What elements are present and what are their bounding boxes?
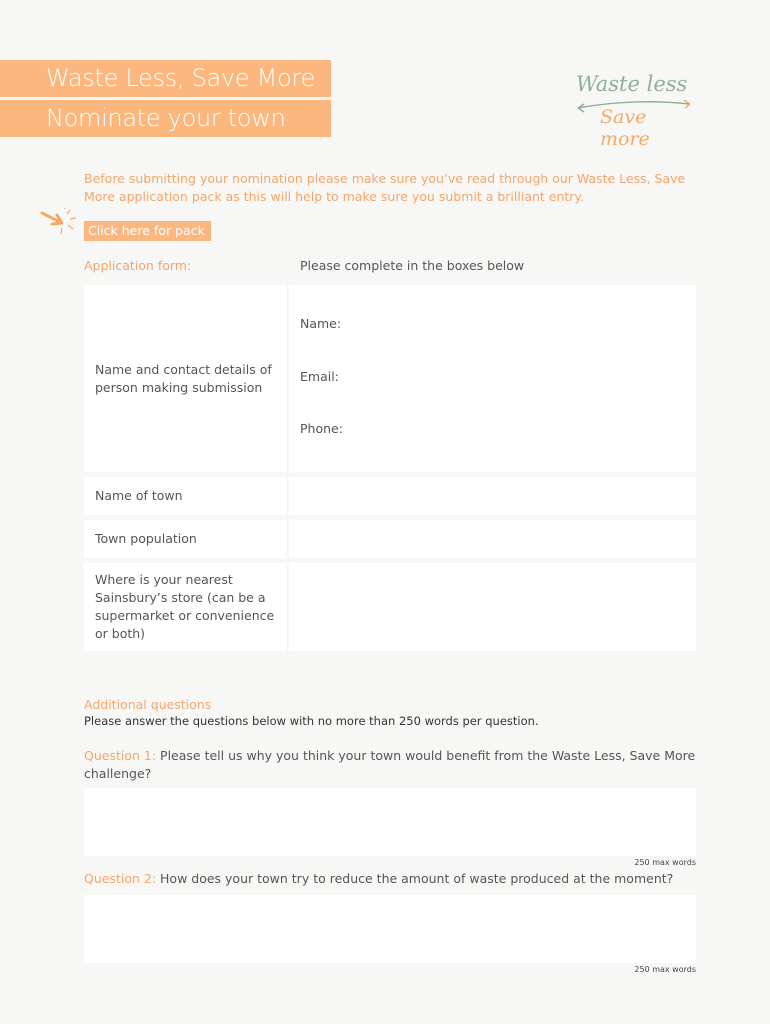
application-form-label: Application form: [84, 258, 192, 273]
waste-less-logo [572, 68, 702, 150]
question-1-text: Please tell us why you think your town would benefit from the Waste Less, Save More challenge? [84, 748, 696, 781]
question-1-number: Question 1: [84, 748, 157, 763]
town-name-label-cell [84, 477, 286, 515]
application-form-instruction: Please complete in the boxes below [300, 258, 525, 273]
contact-details-label-cell [84, 285, 286, 472]
additional-questions-note: Please answer the questions below with no more than 250 words per question. [84, 714, 539, 728]
pointing-arrow-icon [40, 208, 80, 236]
phone-field-label: Phone: [300, 421, 343, 436]
additional-questions-heading: Additional questions [84, 697, 212, 712]
nearest-store-label-cell [84, 563, 286, 651]
intro-text: Before submitting your nomination please make sure you’ve read through our Waste Less, Save More application pack as this will help to make sure you submit a brilliant entry. [84, 171, 686, 204]
page-title-line-2: Nominate your town [0, 100, 331, 137]
question-2-word-limit: 250 max words [634, 965, 696, 974]
question-1-answer-box[interactable] [84, 788, 696, 856]
email-field-label: Email: [300, 369, 339, 384]
question-2 [84, 870, 699, 888]
question-1-word-limit: 250 max words [634, 858, 696, 867]
question-1 [84, 747, 699, 783]
click-here-for-pack-button[interactable]: Click here for pack [84, 221, 211, 241]
town-population-input[interactable] [289, 520, 696, 558]
town-population-label-cell [84, 520, 286, 558]
question-2-number: Question 2: [84, 871, 157, 886]
town-name-input[interactable] [289, 477, 696, 515]
logo-line-1: Waste less [576, 72, 688, 96]
name-field-label: Name: [300, 316, 342, 331]
nearest-store-input[interactable] [289, 563, 696, 651]
contact-details-input-cell[interactable] [289, 285, 696, 472]
contact-details-label: Name and contact details of person making submission [95, 361, 272, 395]
logo-line-2: Save more [600, 106, 650, 150]
town-name-label: Name of town [95, 488, 183, 503]
town-population-label: Town population [95, 531, 197, 546]
nearest-store-label: Where is your nearest Sainsbury’s store (can be a supermarket or convenience or both) [95, 572, 275, 641]
question-2-answer-box[interactable] [84, 895, 696, 963]
page-title-line-1: Waste Less, Save More [0, 60, 331, 97]
question-2-text: How does your town try to reduce the amount of waste produced at the moment? [160, 871, 674, 886]
